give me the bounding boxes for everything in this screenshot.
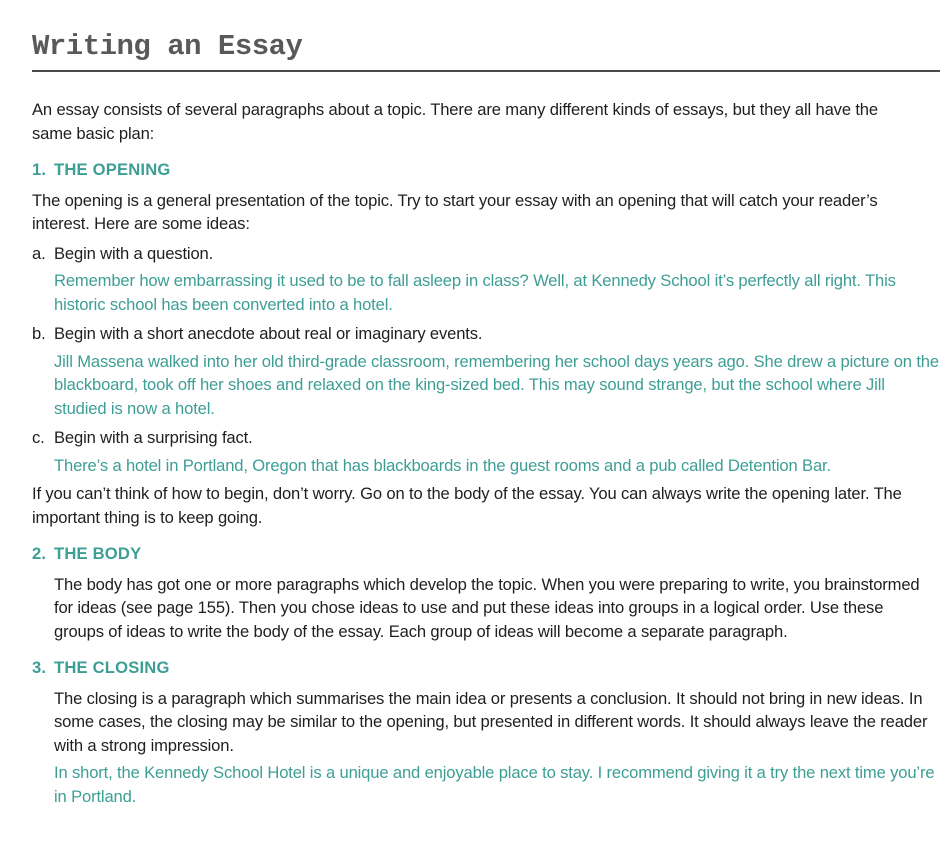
list-marker: c. <box>32 428 45 447</box>
section-title: THE CLOSING <box>54 658 170 677</box>
section-number: 3. <box>32 658 47 677</box>
page-title: Writing an Essay <box>32 30 303 63</box>
example-text: In short, the Kennedy School Hotel is a unique and enjoyable place to stay. I recommend giving it a try the next time you’re in Portland. <box>54 763 935 806</box>
section-heading-closing <box>32 656 940 680</box>
list-item <box>32 322 940 346</box>
section-title: THE OPENING <box>54 160 171 179</box>
section-heading-opening <box>32 158 940 182</box>
section-number: 1. <box>32 160 47 179</box>
essay-content <box>32 98 940 808</box>
section-title: THE BODY <box>54 544 142 563</box>
section-heading-body <box>32 542 940 566</box>
list-marker: b. <box>32 324 46 343</box>
example-text: Remember how embarrassing it used to be to fall asleep in class? Well, at Kennedy School it’s perfectly all right. This historic school has been converted into a hotel. <box>54 271 896 314</box>
body-description: The body has got one or more paragraphs which develop the topic. When you were preparing to write, you brainstormed for ideas (see page 155). Then you chose ideas to use and put these ideas into groups in a logical order. Use these groups of ideas to write the body of the essay. Each group of ideas will become a separate paragraph. <box>54 574 920 641</box>
example-text: Jill Massena walked into her old third-grade classroom, remembering her school days years ago. She drew a picture on the blackboard, took off her shoes and relaxed on the king-sized bed. This may sound strange, but the school where Jill studied is now a hotel. <box>54 351 939 418</box>
list-item-text: Begin with a surprising fact. <box>54 428 253 447</box>
list-item-text: Begin with a question. <box>54 243 214 263</box>
list-item <box>32 426 940 450</box>
title-divider <box>32 70 940 72</box>
section-number: 2. <box>32 544 47 563</box>
list-marker: a. <box>32 243 46 263</box>
list-item-text: Begin with a short anecdote about real or imaginary events. <box>54 324 483 343</box>
opening-description: The opening is a general presentation of the topic. Try to start your essay with an opening that will catch your reader’s interest. Here are some ideas: <box>32 190 878 233</box>
opening-advice: If you can’t think of how to begin, don’t worry. Go on to the body of the essay. You can always write the opening later. The important thing is to keep going. <box>32 484 902 527</box>
intro-paragraph: An essay consists of several paragraphs about a topic. There are many different kinds of essays, but they all have the same basic plan: <box>32 100 878 143</box>
example-text: There’s a hotel in Portland, Oregon that has blackboards in the guest rooms and a pub called Detention Bar. <box>54 455 831 475</box>
closing-description: The closing is a paragraph which summarises the main idea or presents a conclusion. It should not bring in new ideas. In some cases, the closing may be similar to the opening, but presented in different words. It should always leave the reader with a strong impression. <box>54 688 928 755</box>
list-item <box>32 242 940 266</box>
